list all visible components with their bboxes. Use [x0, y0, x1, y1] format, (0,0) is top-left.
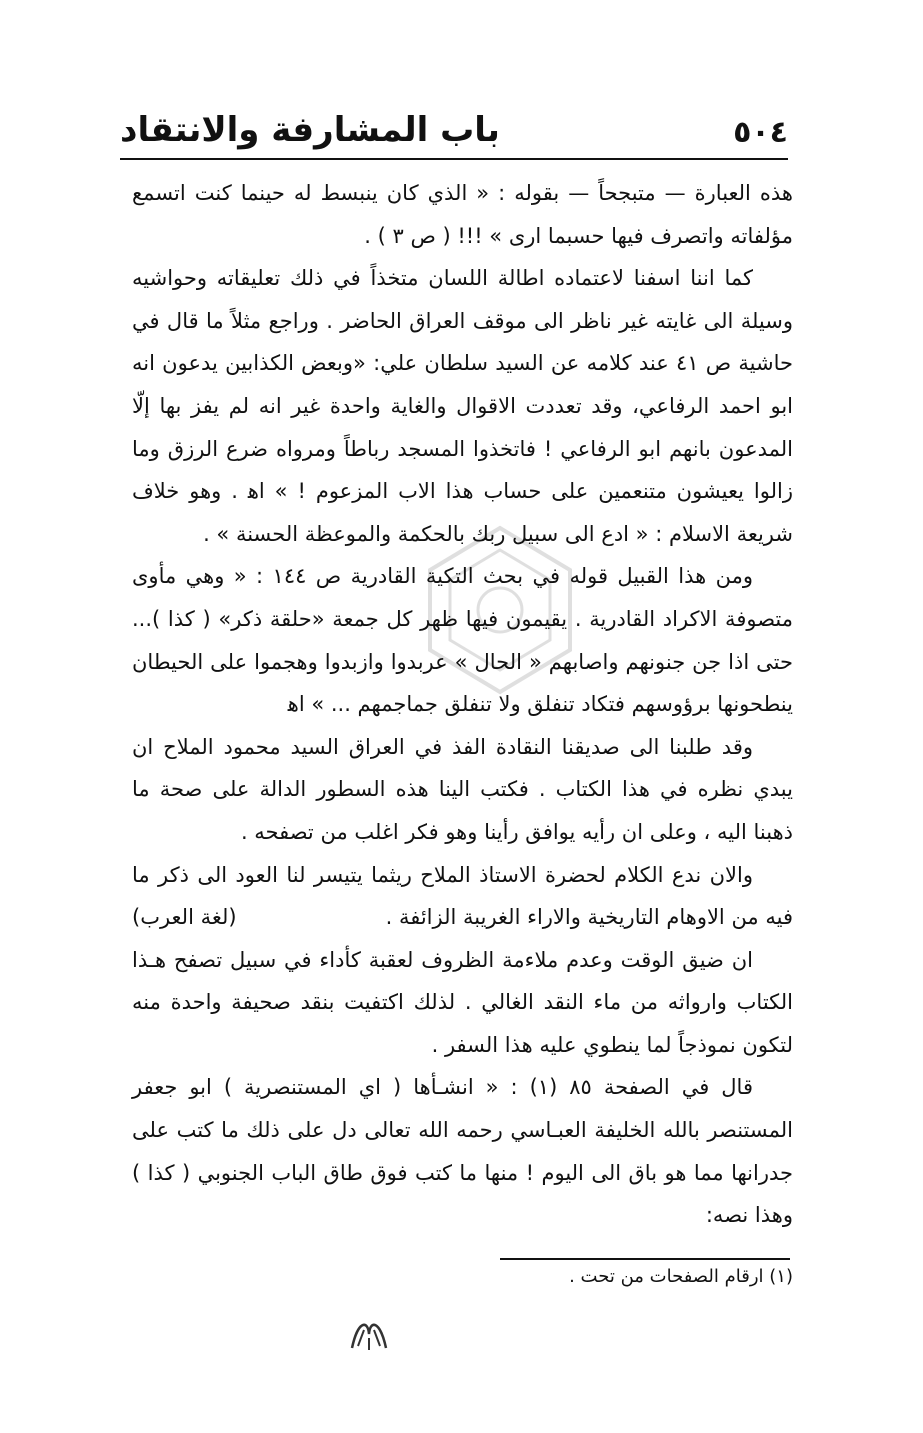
ornament-icon [344, 1310, 394, 1356]
paragraph-6: ان ضيق الوقت وعدم ملاءمة الظروف لعقبة كأداء في سبيل تصفح هـذا الكتاب وارواثه من ماء النقد الغالي . لذلك اكتفيت بنقد صحيفة واحدة منه لتكون نموذجاً لما ينطوي عليه هذا السفر . [132, 947, 793, 1057]
paragraph-4: وقد طلبنا الى صديقنا النقادة الفذ في العراق السيد محمود الملاح ان يبدي نظره في هذا الكتاب . فكتب الينا هذه السطور الدالة على صحة ما ذهبنا اليه ، وعلى ان رأيه يوافق رأينا وهو فكر اغلب من تصفحه . [132, 734, 793, 844]
footnote: (١) ارقام الصفحات من تحت . [569, 1266, 793, 1287]
paragraph-2: كما اننا اسفنا لاعتماده اطالة اللسان متخذاً في ذلك تعليقاته وحواشيه وسيلة الى غايته غير ناظر الى موقف العراق الحاضر . وراجع مثلاً ما قال في حاشية ص ٤١ عند كلامه عن السيد سلطان علي: «وبعض الكذابين يدعون انه ابو احمد الرفاعي، وقد تعددت الاقوال والغاية واحدة غير انه لم يفز بها إلّا المدعون بانهم ابو الرفاعي ! فاتخذوا المسجد رباطاً ومرواه ضرع الرزق وما زالوا يعيشون متنعمين على حساب هذا الاب المزعوم ! » اﻫ . وهو خلاف شريعة الاسلام : « ادع الى سبيل ربك بالحكمة والموعظة الحسنة » . [132, 266, 793, 546]
paragraph-5-text: والان ندع الكلام لحضرة الاستاذ الملاح ريثما يتيسر لنا العود الى ذكر ما فيه من الاوهام التاريخية والاراء الغريبة الزائفة . [132, 862, 793, 930]
paragraph-5 [132, 854, 793, 939]
paragraph-1: هذه العبارة — متبجحاً — بقوله : « الذي كان ينبسط له حينما كنت اتسمع مؤلفاته واتصرف فيها حسبما ارى » !!! ( ص ٣ ) . [132, 181, 793, 248]
page-number: ٥٠٤ [733, 115, 788, 150]
running-title: باب المشارفة والانتقاد [120, 110, 500, 150]
paragraph-3: ومن هذا القبيل قوله في بحث التكية القادرية ص ١٤٤ : « وهي مأوى متصوفة الاكراد القادرية . يقيمون فيها ظهر كل جمعة «حلقة ذكر» ( كذا )... حتى اذا جن جنونهم واصابهم « الحال » عربدوا وازبدوا وهجموا على الحيطان ينطحونها برؤوسهم فتكاد تنفلق ولا تنفلق جماجمهم ... » اﻫ [132, 564, 793, 717]
paragraph-7: قال في الصفحة ٨٥ (١) : « انشـأها ( اي المستنصرية ) ابو جعفر المستنصر بالله الخليفة العبـاسي رحمه الله تعالى دل على ذلك ما كتب على جدرانها مما هو باق الى اليوم ! منها ما كتب فوق طاق الباب الجنوبي ( كذا ) وهذا نصه: [132, 1075, 793, 1228]
body-text [132, 172, 793, 1237]
source-attribution: (لغة العرب) [132, 905, 237, 930]
footnote-separator [500, 1258, 790, 1260]
page-header [120, 100, 788, 160]
